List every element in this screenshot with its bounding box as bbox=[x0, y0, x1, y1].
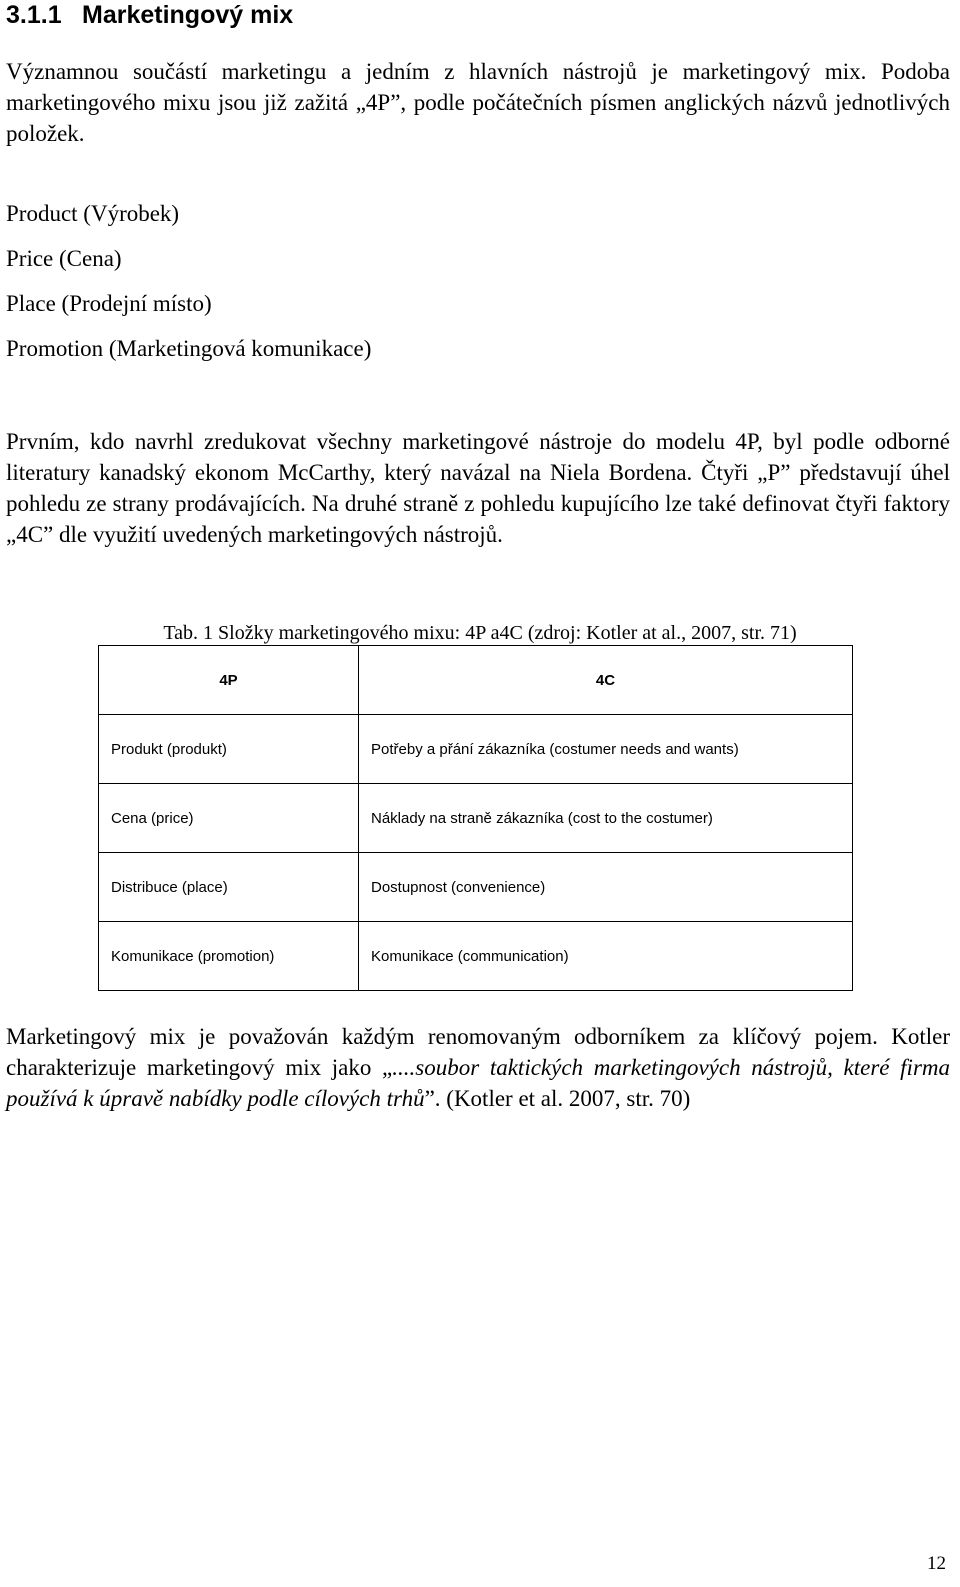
table-cell: Produkt (produkt) bbox=[99, 715, 359, 784]
kotler-citation: ”. (Kotler et al. 2007, str. 70) bbox=[424, 1086, 691, 1111]
section-title: Marketingový mix bbox=[82, 1, 294, 29]
table-header-4c: 4C bbox=[359, 646, 853, 715]
list-item-price: Price (Cena) bbox=[6, 246, 122, 271]
marketing-mix-table bbox=[98, 645, 853, 991]
kotler-paragraph bbox=[6, 1021, 950, 1114]
intro-paragraph: Významnou součástí marketingu a jedním z hlavních nástrojů je marketingový mix. Podoba marketingového mixu jsou již zažitá „4P”, podle počátečních písmen anglických názvů jednotlivých položek. bbox=[6, 59, 950, 146]
table-cell: Dostupnost (convenience) bbox=[359, 853, 853, 922]
table-header-row bbox=[99, 646, 853, 715]
list-item-place: Place (Prodejní místo) bbox=[6, 291, 212, 316]
table-cell: Komunikace (promotion) bbox=[99, 922, 359, 991]
table-cell: Potřeby a přání zákazníka (costumer needs and wants) bbox=[359, 715, 853, 784]
kotler-text-before-quote: Marketingový mix je považován každým renomovaným odborníkem za klíčový pojem. Kotler charakterizuje marketingový mix jako „ bbox=[6, 1024, 950, 1080]
table-caption: Tab. 1 Složky marketingového mixu: 4P a4C (zdroj: Kotler at al., 2007, str. 71) bbox=[163, 622, 797, 644]
list-item-promotion: Promotion (Marketingová komunikace) bbox=[6, 336, 372, 361]
list-item-product: Product (Výrobek) bbox=[6, 201, 180, 226]
table-row bbox=[99, 922, 853, 991]
kotler-quote: ....soubor taktických marketingových nástrojů, které firma používá k úpravě nabídky podle cílových trhů bbox=[6, 1055, 950, 1111]
page-number: 12 bbox=[927, 1553, 946, 1574]
table-header-4p: 4P bbox=[99, 646, 359, 715]
table-row bbox=[99, 784, 853, 853]
table-cell: Náklady na straně zákazníka (cost to the costumer) bbox=[359, 784, 853, 853]
table-cell: Distribuce (place) bbox=[99, 853, 359, 922]
mccarthy-paragraph: Prvním, kdo navrhl zredukovat všechny marketingové nástroje do modelu 4P, byl podle odborné literatury kanadský ekonom McCarthy, který navázal na Niela Bordena. Čtyři „P” představují úhel pohledu ze strany prodávajících. Na druhé straně z pohledu kupujícího lze také definovat čtyři faktory „4C” dle využití uvedených marketingových nástrojů. bbox=[6, 429, 950, 547]
four-p-list bbox=[6, 198, 371, 378]
table-row bbox=[99, 715, 853, 784]
table-cell: Cena (price) bbox=[99, 784, 359, 853]
table-cell: Komunikace (communication) bbox=[359, 922, 853, 991]
section-number: 3.1.1 bbox=[6, 1, 62, 29]
section-heading bbox=[6, 0, 293, 30]
table-row bbox=[99, 853, 853, 922]
